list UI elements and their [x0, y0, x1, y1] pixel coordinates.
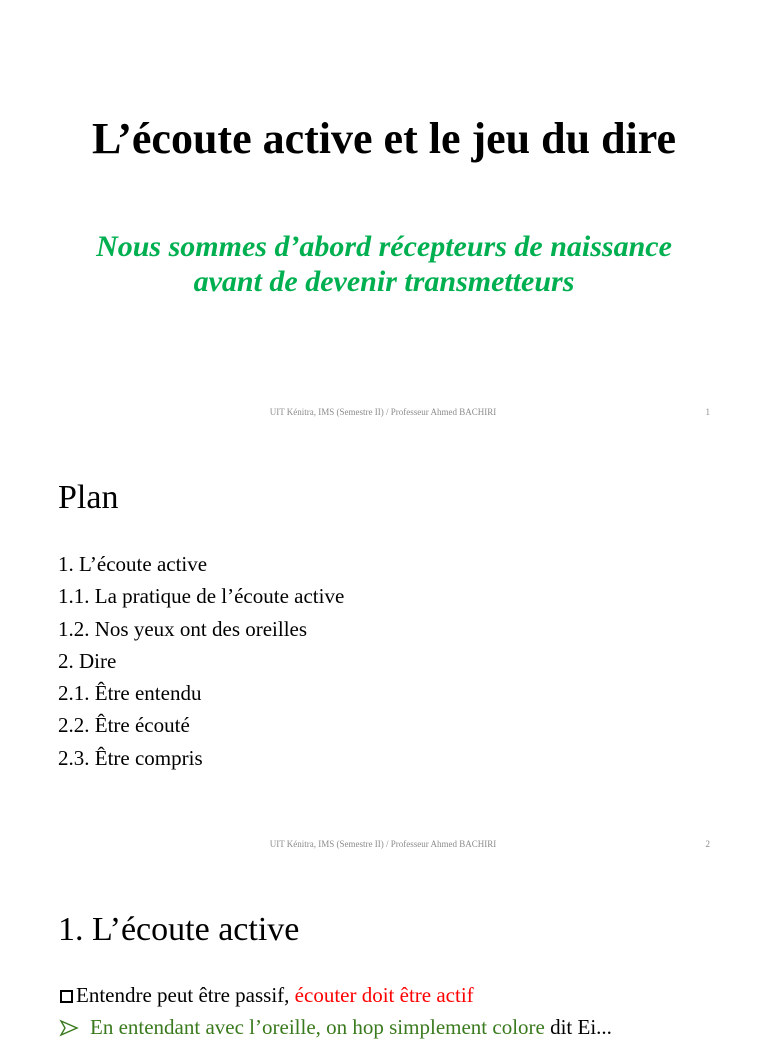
- slide-2: [0, 432, 768, 864]
- plan-item: 1.1. La pratique de l’écoute active: [58, 584, 345, 609]
- plan-item: 1.2. Nos yeux ont des oreilles: [58, 616, 308, 641]
- bullet-item: [60, 980, 474, 1010]
- sub-bullet-item: [60, 1012, 612, 1042]
- sub-bullet-text: En entendant avec l’oreille, on hop simplement colore: [90, 1015, 545, 1039]
- bullet-text: Entendre peut être passif,: [76, 983, 295, 1007]
- page-number: 1: [705, 407, 710, 417]
- slide-footer: UIT Kénitra, IMS (Semestre II) / Professeur Ahmed BACHIRI: [269, 407, 497, 417]
- plan-item: 2.1. Être entendu: [58, 681, 202, 706]
- slide-footer: UIT Kénitra, IMS (Semestre II) / Professeur Ahmed BACHIRI: [269, 839, 497, 849]
- slide-title: L’écoute active et le jeu du dire: [91, 114, 677, 163]
- arrow-head-bullet-icon: [60, 1020, 78, 1036]
- slide-title: Plan: [58, 479, 119, 516]
- sub-bullet-text-tail: dit Ei...: [550, 1015, 612, 1039]
- slide-subtitle: Nous sommes d’abord récepteurs de naissance avant de devenir transmetteurs: [96, 230, 672, 298]
- slide-3: [0, 864, 768, 1039]
- plan-item: 2. Dire: [58, 648, 117, 673]
- plan-item: 1. L’écoute active: [58, 552, 208, 576]
- plan-item: 2.2. Être écouté: [58, 713, 190, 738]
- slide-1: [0, 0, 768, 432]
- bullet-emphasis: écouter doit être actif: [294, 983, 474, 1007]
- plan-item: 2.3. Être compris: [58, 745, 203, 770]
- plan-list: [58, 548, 344, 774]
- page-number: 2: [705, 839, 710, 849]
- checkbox-square-icon: [60, 990, 73, 1003]
- slide-title: 1. L’écoute active: [58, 911, 300, 948]
